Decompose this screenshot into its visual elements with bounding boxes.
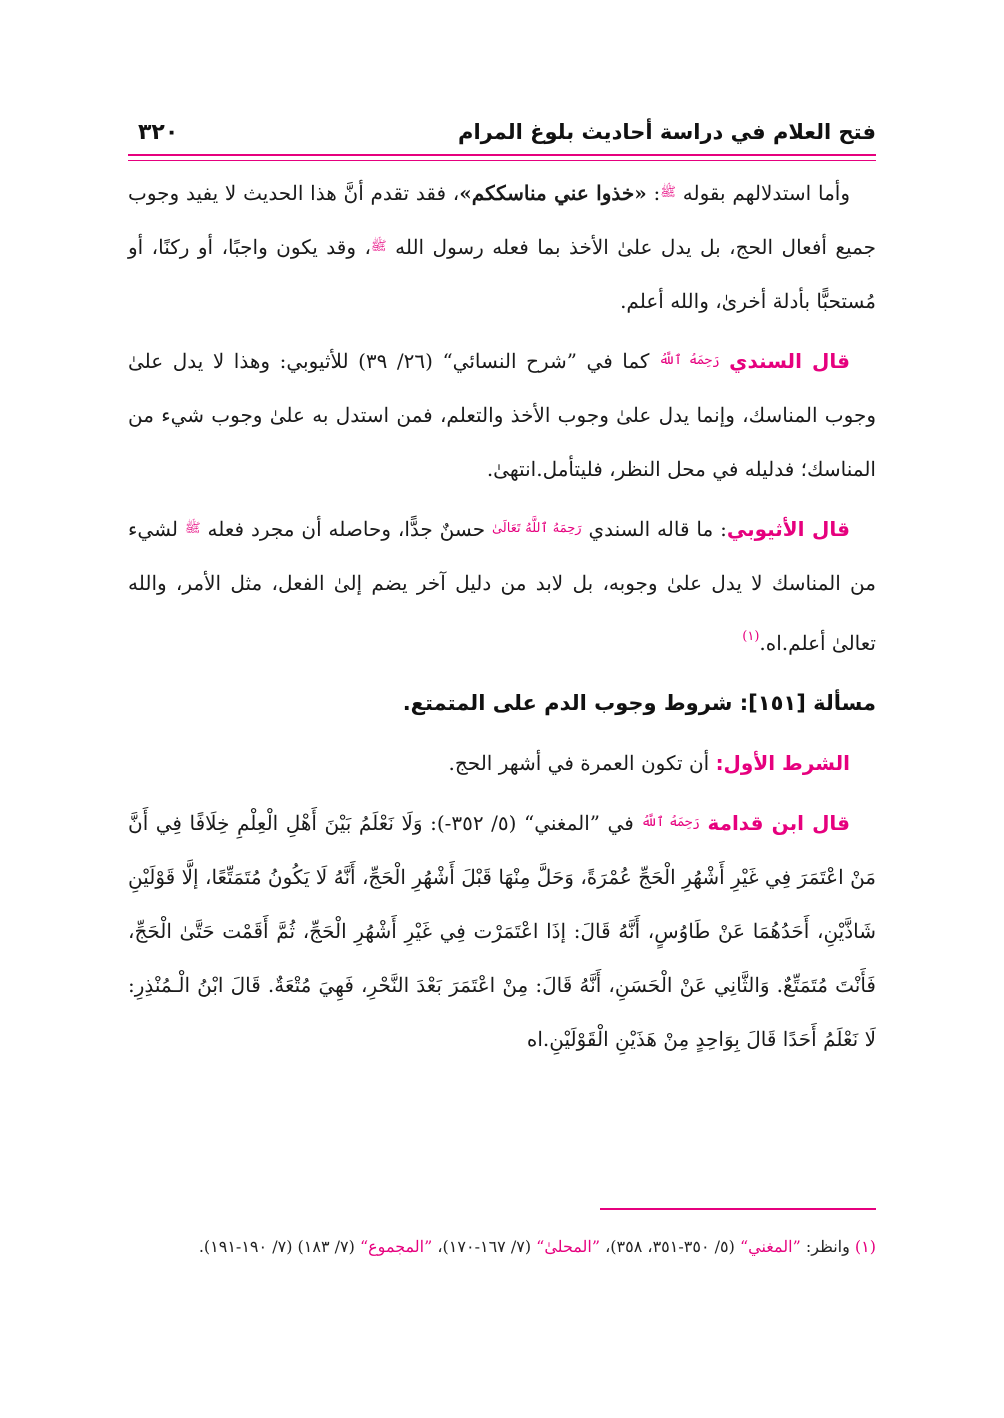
salutation-mark: ﷺ xyxy=(184,521,201,536)
speaker-label: قال الأثيوبي xyxy=(726,517,850,541)
text-run: ، فقد تقدم أنَّ هذا الحديث لا يفيد وجوب جميع أفعال الحج، بل يدل علىٰ الأخذ بما فعله رسول الله xyxy=(128,181,876,259)
text-run: : xyxy=(646,181,661,205)
paragraph-evidence xyxy=(128,166,876,328)
text-run: لشيء من المناسك لا يدل علىٰ وجوبه، بل لابد من دليل آخر يضم إلىٰ الفعل، مثل الأمر، والله تعالىٰ أعلم.اه. xyxy=(128,517,876,655)
footnote xyxy=(128,1232,876,1262)
page-number: ٣٢٠ xyxy=(138,120,179,145)
paragraph-sindi xyxy=(128,334,876,496)
hadith-quote: «خذوا عني مناسككم» xyxy=(459,181,647,205)
text-run: وأما استدلالهم بقوله xyxy=(682,181,851,205)
text-run: ، وقد يكون واجبًا، أو ركنًا، أو مُستحبًّا بأدلة أخرىٰ، والله أعلم. xyxy=(128,235,876,313)
header-rule-thin xyxy=(128,160,876,161)
condition-label: الشرط الأول: xyxy=(715,751,850,775)
honorific-mark: رَحِمَهُ ٱللَّهُ xyxy=(641,815,700,830)
source-title: ”المحلىٰ“ xyxy=(536,1237,601,1256)
honorific-mark: رَحِمَهُ ٱللَّهُ تَعَالَىٰ xyxy=(491,521,582,536)
text-run: (٧/ ١٨٣) (٧/ ١٩٠-١٩١). xyxy=(198,1237,360,1256)
source-title: ”المغني“ xyxy=(739,1237,801,1256)
text-run: أن تكون العمرة في أشهر الحج. xyxy=(448,751,716,775)
text-run: (٧/ ١٦٧-١٧٠)، xyxy=(432,1237,537,1256)
page-body xyxy=(128,166,876,1066)
text-run: (٥/ ٣٥٠-٣٥١، ٣٥٨)، xyxy=(600,1237,740,1256)
paragraph-condition-one xyxy=(128,736,876,790)
paragraph-ethiopi xyxy=(128,502,876,670)
quoted-text: وَلَا نَعْلَمُ بَيْنَ أَهْلِ الْعِلْمِ خِلَافًا فِي أَنَّ مَنْ اعْتَمَرَ فِي غَيْرِ أَشْهُرِ الْحَجِّ عُمْرَةً، وَحَلَّ مِنْهَا قَبْلَ أَشْهُرِ الْحَجِّ، أَنَّهُ لَا يَكُونُ مُتَمَتِّعًا، إلَّا قَوْلَيْنِ شَاذَّيْنِ، أَحَدُهُمَا عَنْ طَاوُسٍ، أَنَّهُ قَالَ: إذَا اعْتَمَرْت فِي غَيْرِ أَشْهُرِ الْحَجِّ، ثُمَّ أَقَمْت حَتَّىٰ الْحَجِّ، فَأَنْتَ مُتَمَتِّعٌ. وَالثَّانِي عَنْ الْحَسَنِ، أَنَّهُ قَالَ: مِنْ اعْتَمَرَ بَعْدَ النَّحْرِ، فَهِيَ مُتْعَةٌ. قَالَ ابْنُ الْـمُنْذِرِ: لَا نَعْلَمُ أَحَدًا قَالَ بِوَاحِدٍ مِنْ هَذَيْنِ الْقَوْلَيْنِ.اه xyxy=(128,811,877,1051)
footnote-reference[interactable]: (١) xyxy=(742,629,760,644)
source-title: ”المجموع“ xyxy=(359,1237,433,1256)
running-header xyxy=(128,118,876,154)
paragraph-ibn-qudama xyxy=(128,796,876,1066)
footnote-number: (١) xyxy=(854,1237,876,1256)
header-rule-thick xyxy=(128,154,876,156)
issue-heading xyxy=(128,676,876,730)
speaker-label: قال السندي xyxy=(729,349,851,373)
text-run: حسنٌ جدًّا، وحاصله أن مجرد فعله xyxy=(207,517,492,541)
heading-text: مسألة [١٥١]: شروط وجوب الدم على المتمتع. xyxy=(402,691,876,715)
text-run: كما في ”شرح النسائي“ (٢٦/ ٣٩) للأثيوبي: وهذا لا يدل علىٰ وجوب المناسك، وإنما يدل علىٰ وجوب الأخذ والتعلم، فمن استدل به علىٰ وجوب شيء من المناسك؛ فدليله في محل النظر، فليتأمل.انتهىٰ. xyxy=(128,349,876,481)
salutation-mark: ﷺ xyxy=(370,239,387,254)
footnote-separator xyxy=(600,1208,876,1210)
salutation-mark: ﷺ xyxy=(660,185,676,200)
honorific-mark: رَحِمَهُ ٱللَّهُ xyxy=(659,353,720,368)
text-run: وانظر: xyxy=(800,1237,855,1256)
text-run: : ما قاله السندي xyxy=(588,517,727,541)
book-title: فتح العلام في دراسة أحاديث بلوغ المرام xyxy=(458,120,876,144)
speaker-label: قال ابن قدامة xyxy=(707,811,851,835)
text-run: في ”المغني“ (٥/ ٣٥٢-): xyxy=(422,811,642,835)
